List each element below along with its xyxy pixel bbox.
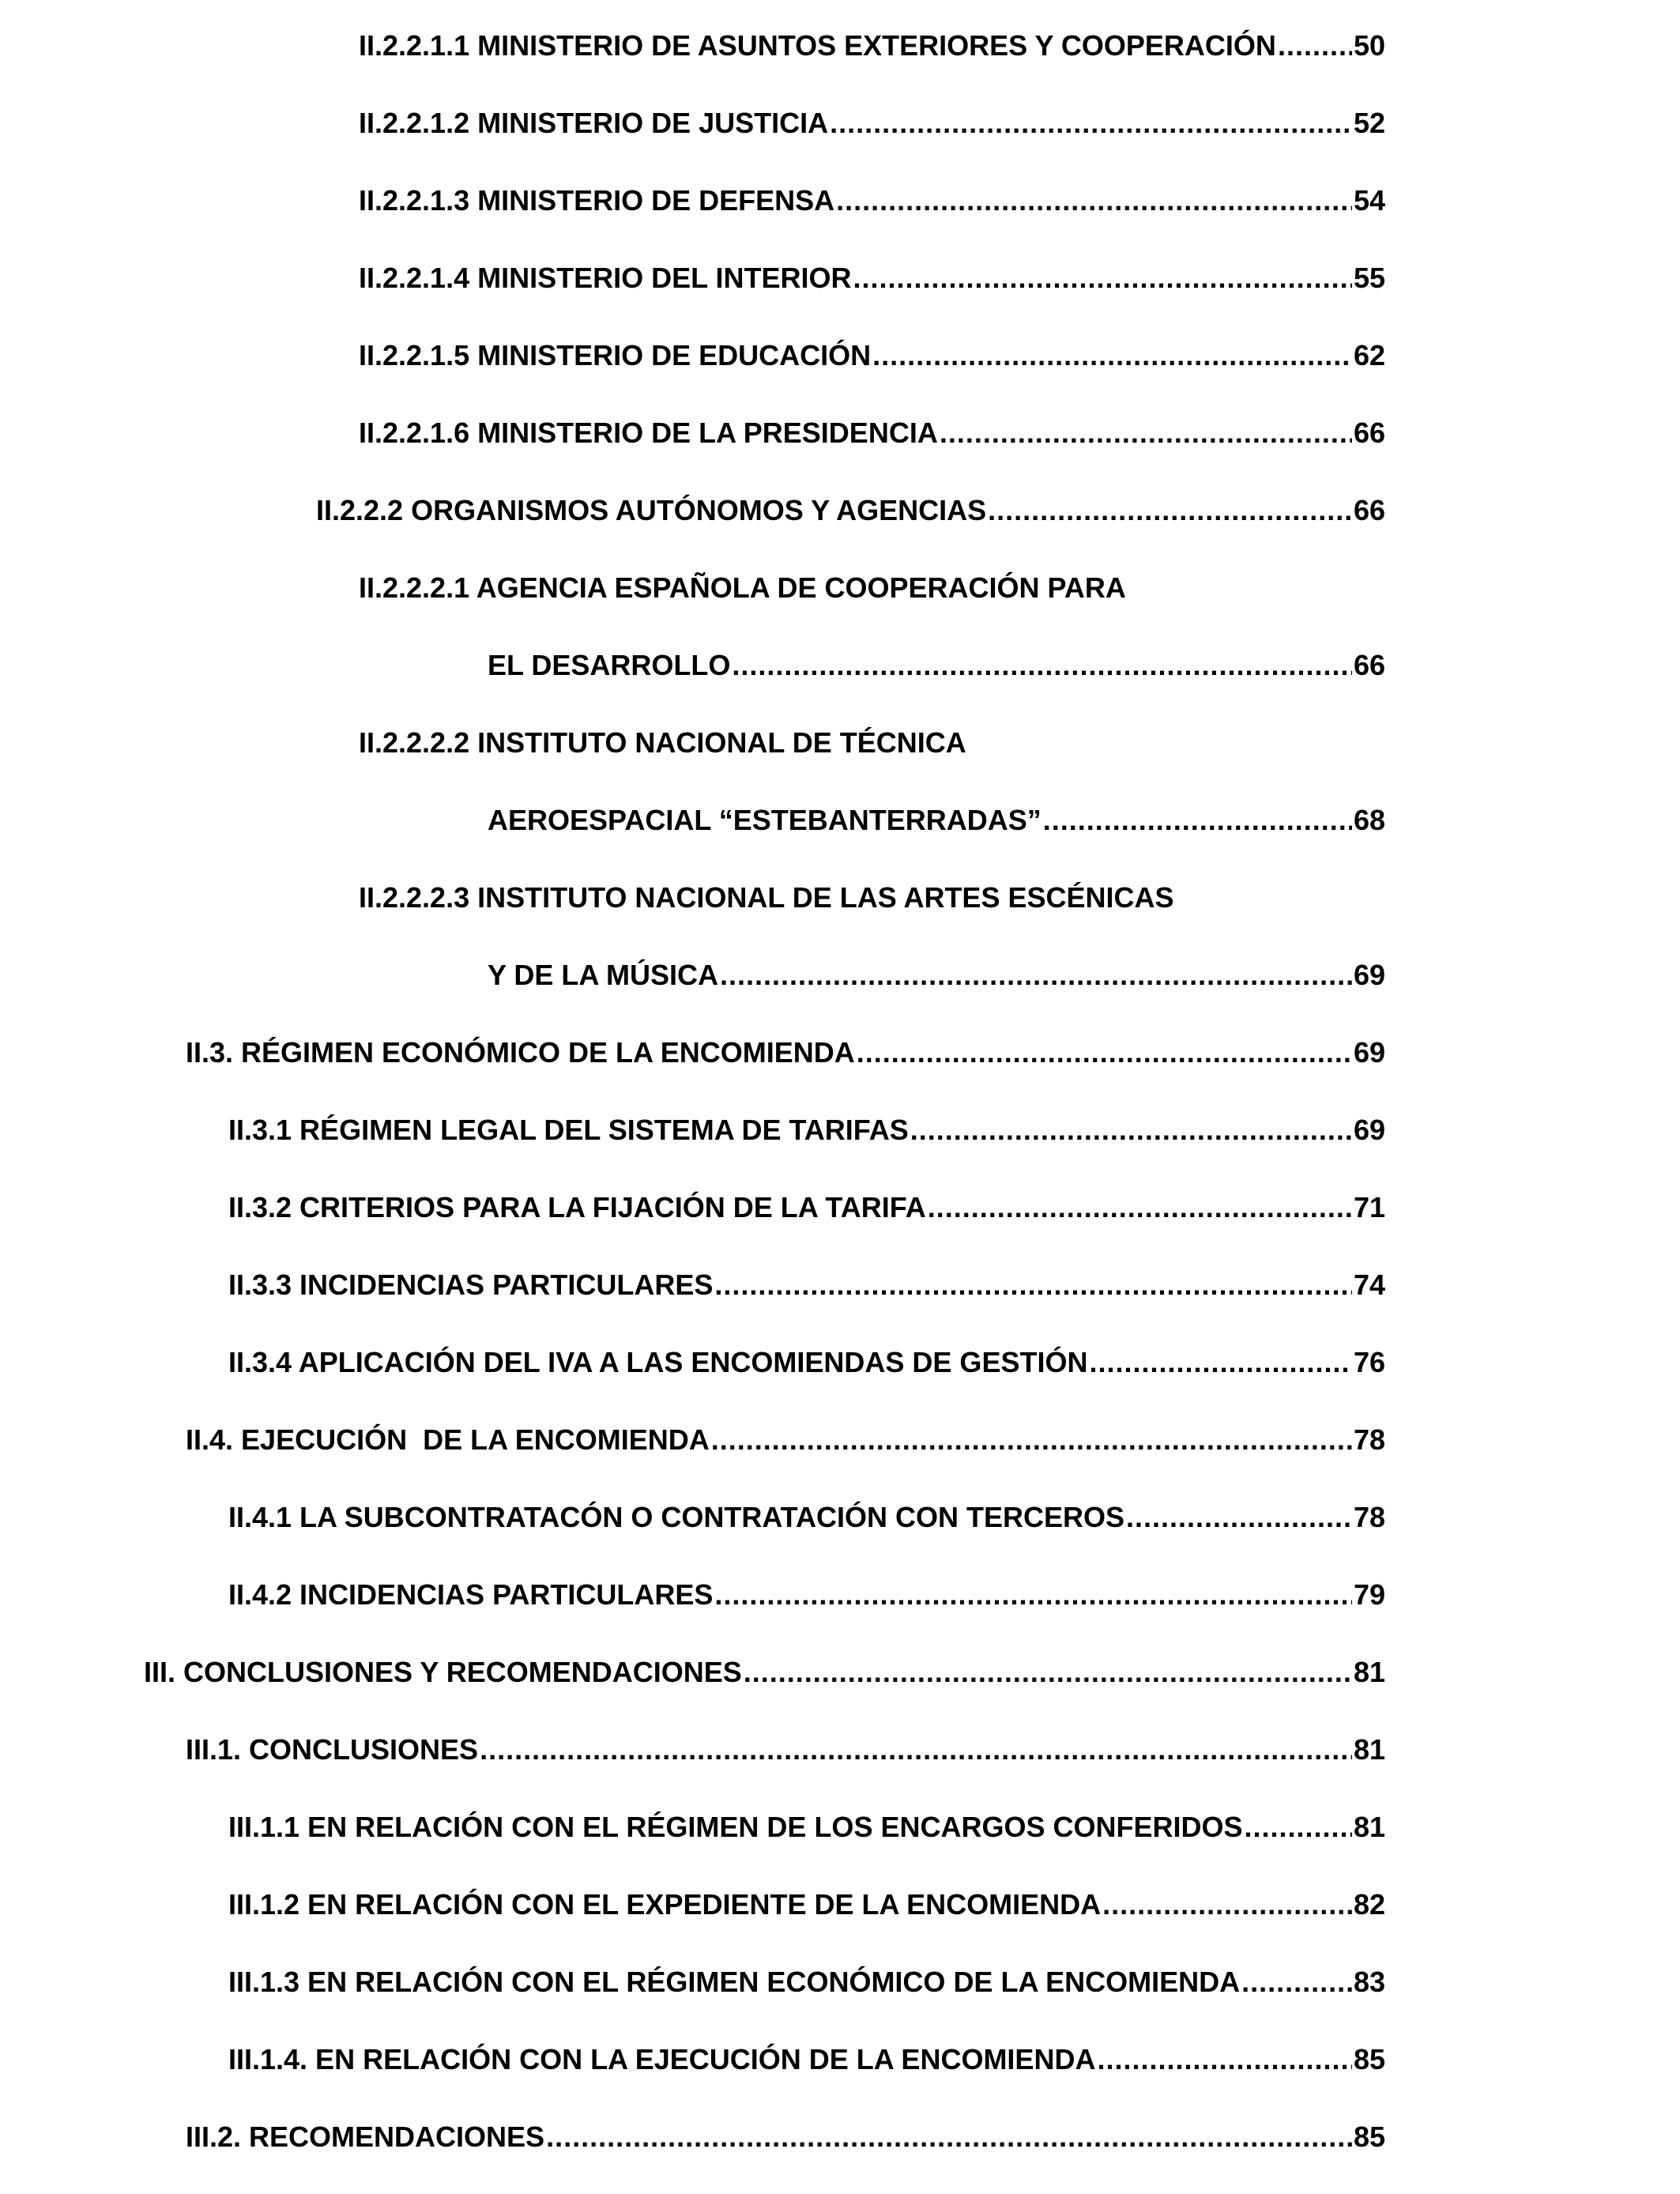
dot-leader	[1278, 28, 1352, 63]
toc-entry-page: 79	[1353, 1578, 1385, 1611]
toc-entry-label: III.1.4. EN RELACIÓN CON LA EJECUCIÓN DE LA ENCOMIENDA	[228, 2043, 1096, 2075]
toc-entry-page: 74	[1353, 1269, 1385, 1301]
toc-entry[interactable]	[359, 171, 1385, 218]
toc-entry[interactable]	[186, 1720, 1385, 1767]
toc-entry-heading[interactable]	[359, 558, 1126, 605]
toc-entry-page: 82	[1353, 1888, 1385, 1921]
toc-entry-label: II.2.2.2.3 INSTITUTO NACIONAL DE LAS ARTES ESCÉNICAS	[359, 881, 1174, 914]
toc-entry-label: III. CONCLUSIONES Y RECOMENDACIONES	[144, 1656, 742, 1688]
toc-entry[interactable]	[144, 1642, 1385, 1690]
toc-entry-label: II.3.2 CRITERIOS PARA LA FIJACIÓN DE LA TARIFA	[228, 1191, 926, 1223]
toc-entry-page: 81	[1353, 1811, 1385, 1843]
dot-leader	[714, 1268, 1352, 1302]
toc-entry-page: 62	[1353, 339, 1385, 371]
toc-entry[interactable]	[316, 481, 1385, 528]
toc-entry-continuation: Y DE LA MÚSICA	[488, 959, 719, 991]
toc-entry-label: II.2.2.2.1 AGENCIA ESPAÑOLA DE COOPERACIÓN PARA	[359, 571, 1126, 604]
toc-entry-page: 69	[1353, 959, 1385, 991]
dot-leader	[988, 493, 1352, 528]
dot-leader	[910, 1113, 1352, 1148]
toc-entry[interactable]	[186, 1410, 1385, 1457]
toc-entry-page: 81	[1353, 1733, 1385, 1766]
toc-entry-page: 68	[1353, 804, 1385, 836]
toc-entry[interactable]	[228, 1565, 1385, 1612]
toc-entry-label: III.1.2 EN RELACIÓN CON EL EXPEDIENTE DE LA ENCOMIENDA	[228, 1888, 1102, 1921]
toc-entry-label: II.4. EJECUCIÓN DE LA ENCOMIENDA	[186, 1423, 710, 1456]
toc-entry[interactable]	[359, 326, 1385, 373]
toc-entry-heading[interactable]	[359, 868, 1174, 915]
dot-leader	[732, 648, 1352, 683]
toc-entry[interactable]	[488, 945, 1385, 993]
toc-entry-label: II.4.2 INCIDENCIAS PARTICULARES	[228, 1578, 714, 1611]
dot-leader	[872, 338, 1352, 373]
toc-entry-label: III.1. CONCLUSIONES	[186, 1733, 479, 1766]
toc-entry-label: II.3. RÉGIMEN ECONÓMICO DE LA ENCOMIENDA	[186, 1036, 855, 1069]
dot-leader	[480, 1732, 1352, 1767]
toc-entry[interactable]	[228, 1797, 1385, 1845]
toc-entry-page: 66	[1353, 649, 1385, 681]
toc-entry-label: II.2.2.1.3 MINISTERIO DE DEFENSA	[359, 184, 835, 217]
dot-leader	[546, 2120, 1352, 2154]
toc-entry-label: II.2.2.1.5 MINISTERIO DE EDUCACIÓN	[359, 339, 872, 371]
toc-entry-page: 78	[1353, 1501, 1385, 1533]
toc-entry-page: 69	[1353, 1036, 1385, 1069]
toc-entry[interactable]	[228, 2030, 1385, 2077]
dot-leader	[1241, 1965, 1352, 2000]
dot-leader	[744, 1655, 1352, 1690]
dot-leader	[830, 106, 1352, 141]
toc-entry-page: 76	[1353, 1346, 1385, 1378]
toc-entry[interactable]	[228, 1487, 1385, 1535]
toc-entry-label: II.3.4 APLICACIÓN DEL IVA A LAS ENCOMIENDAS DE GESTIÓN	[228, 1346, 1088, 1378]
toc-entry-page: 83	[1353, 1966, 1385, 1998]
dot-leader	[1097, 2042, 1352, 2077]
toc-entry-page: 54	[1353, 184, 1385, 217]
toc-entry[interactable]	[359, 403, 1385, 450]
toc-entry-label: III.2. RECOMENDACIONES	[186, 2120, 545, 2153]
toc-entry[interactable]	[228, 1952, 1385, 2000]
toc-entry-label: III.1.1 EN RELACIÓN CON EL RÉGIMEN DE LOS ENCARGOS CONFERIDOS	[228, 1811, 1243, 1843]
toc-entry-page: 69	[1353, 1114, 1385, 1146]
toc-entry[interactable]	[488, 790, 1385, 838]
dot-leader	[928, 1190, 1352, 1225]
toc-entry[interactable]	[228, 1100, 1385, 1148]
dot-leader	[853, 261, 1351, 296]
toc-entry-page: 66	[1353, 494, 1385, 526]
toc-entry[interactable]	[359, 248, 1385, 296]
dot-leader	[940, 416, 1352, 450]
toc-entry[interactable]	[488, 635, 1385, 683]
toc-entry-label: III.1.3 EN RELACIÓN CON EL RÉGIMEN ECONÓMICO DE LA ENCOMIENDA	[228, 1966, 1241, 1998]
toc-entry-label: II.3.1 RÉGIMEN LEGAL DEL SISTEMA DE TARIFAS	[228, 1114, 909, 1146]
dot-leader	[720, 958, 1352, 993]
toc-entry-page: 52	[1353, 107, 1385, 139]
toc-entry[interactable]	[228, 1178, 1385, 1225]
dot-leader	[1089, 1345, 1352, 1380]
dot-leader	[1244, 1810, 1351, 1845]
dot-leader	[711, 1423, 1352, 1457]
dot-leader	[1102, 1887, 1352, 1922]
toc-entry-heading[interactable]	[359, 713, 966, 760]
dot-leader	[836, 183, 1352, 218]
toc-entry-page: 66	[1353, 417, 1385, 449]
toc-entry[interactable]	[359, 93, 1385, 141]
toc-entry[interactable]	[228, 1255, 1385, 1302]
toc-entry-page: 55	[1353, 262, 1385, 294]
toc-entry-continuation: EL DESARROLLO	[488, 649, 731, 681]
toc-entry-continuation: AEROESPACIAL “ESTEBANTERRADAS”	[488, 804, 1042, 836]
toc-entry-label: II.2.2.1.1 MINISTERIO DE ASUNTOS EXTERIORES Y COOPERACIÓN	[359, 29, 1276, 62]
toc-entry[interactable]	[186, 2107, 1385, 2154]
toc-entry-label: II.2.2.1.6 MINISTERIO DE LA PRESIDENCIA	[359, 417, 938, 449]
toc-entry-label: II.3.3 INCIDENCIAS PARTICULARES	[228, 1269, 714, 1301]
dot-leader	[1043, 803, 1352, 838]
toc-entry-page: 85	[1353, 2043, 1385, 2075]
dot-leader	[714, 1578, 1352, 1612]
toc-entry-label: II.2.2.2 ORGANISMOS AUTÓNOMOS Y AGENCIAS	[316, 494, 987, 526]
toc-entry-page: 81	[1353, 1656, 1385, 1688]
dot-leader	[857, 1035, 1352, 1070]
toc-entry-label: II.2.2.1.4 MINISTERIO DEL INTERIOR	[359, 262, 852, 294]
toc-entry-label: II.4.1 LA SUBCONTRATACÓN O CONTRATACIÓN CON TERCEROS	[228, 1501, 1124, 1533]
toc-entry-label: II.2.2.2.2 INSTITUTO NACIONAL DE TÉCNICA	[359, 726, 966, 759]
toc-entry-page: 78	[1353, 1423, 1385, 1456]
toc-entry[interactable]	[228, 1333, 1385, 1380]
dot-leader	[1126, 1500, 1352, 1535]
toc-entry[interactable]	[186, 1023, 1385, 1070]
toc-entry-page: 71	[1353, 1191, 1385, 1223]
toc-entry[interactable]	[228, 1875, 1385, 1922]
toc-entry-page: 50	[1353, 29, 1385, 62]
toc-entry-label: II.2.2.1.2 MINISTERIO DE JUSTICIA	[359, 107, 829, 139]
toc-entry[interactable]	[359, 16, 1385, 63]
toc-entry-page: 85	[1353, 2120, 1385, 2153]
